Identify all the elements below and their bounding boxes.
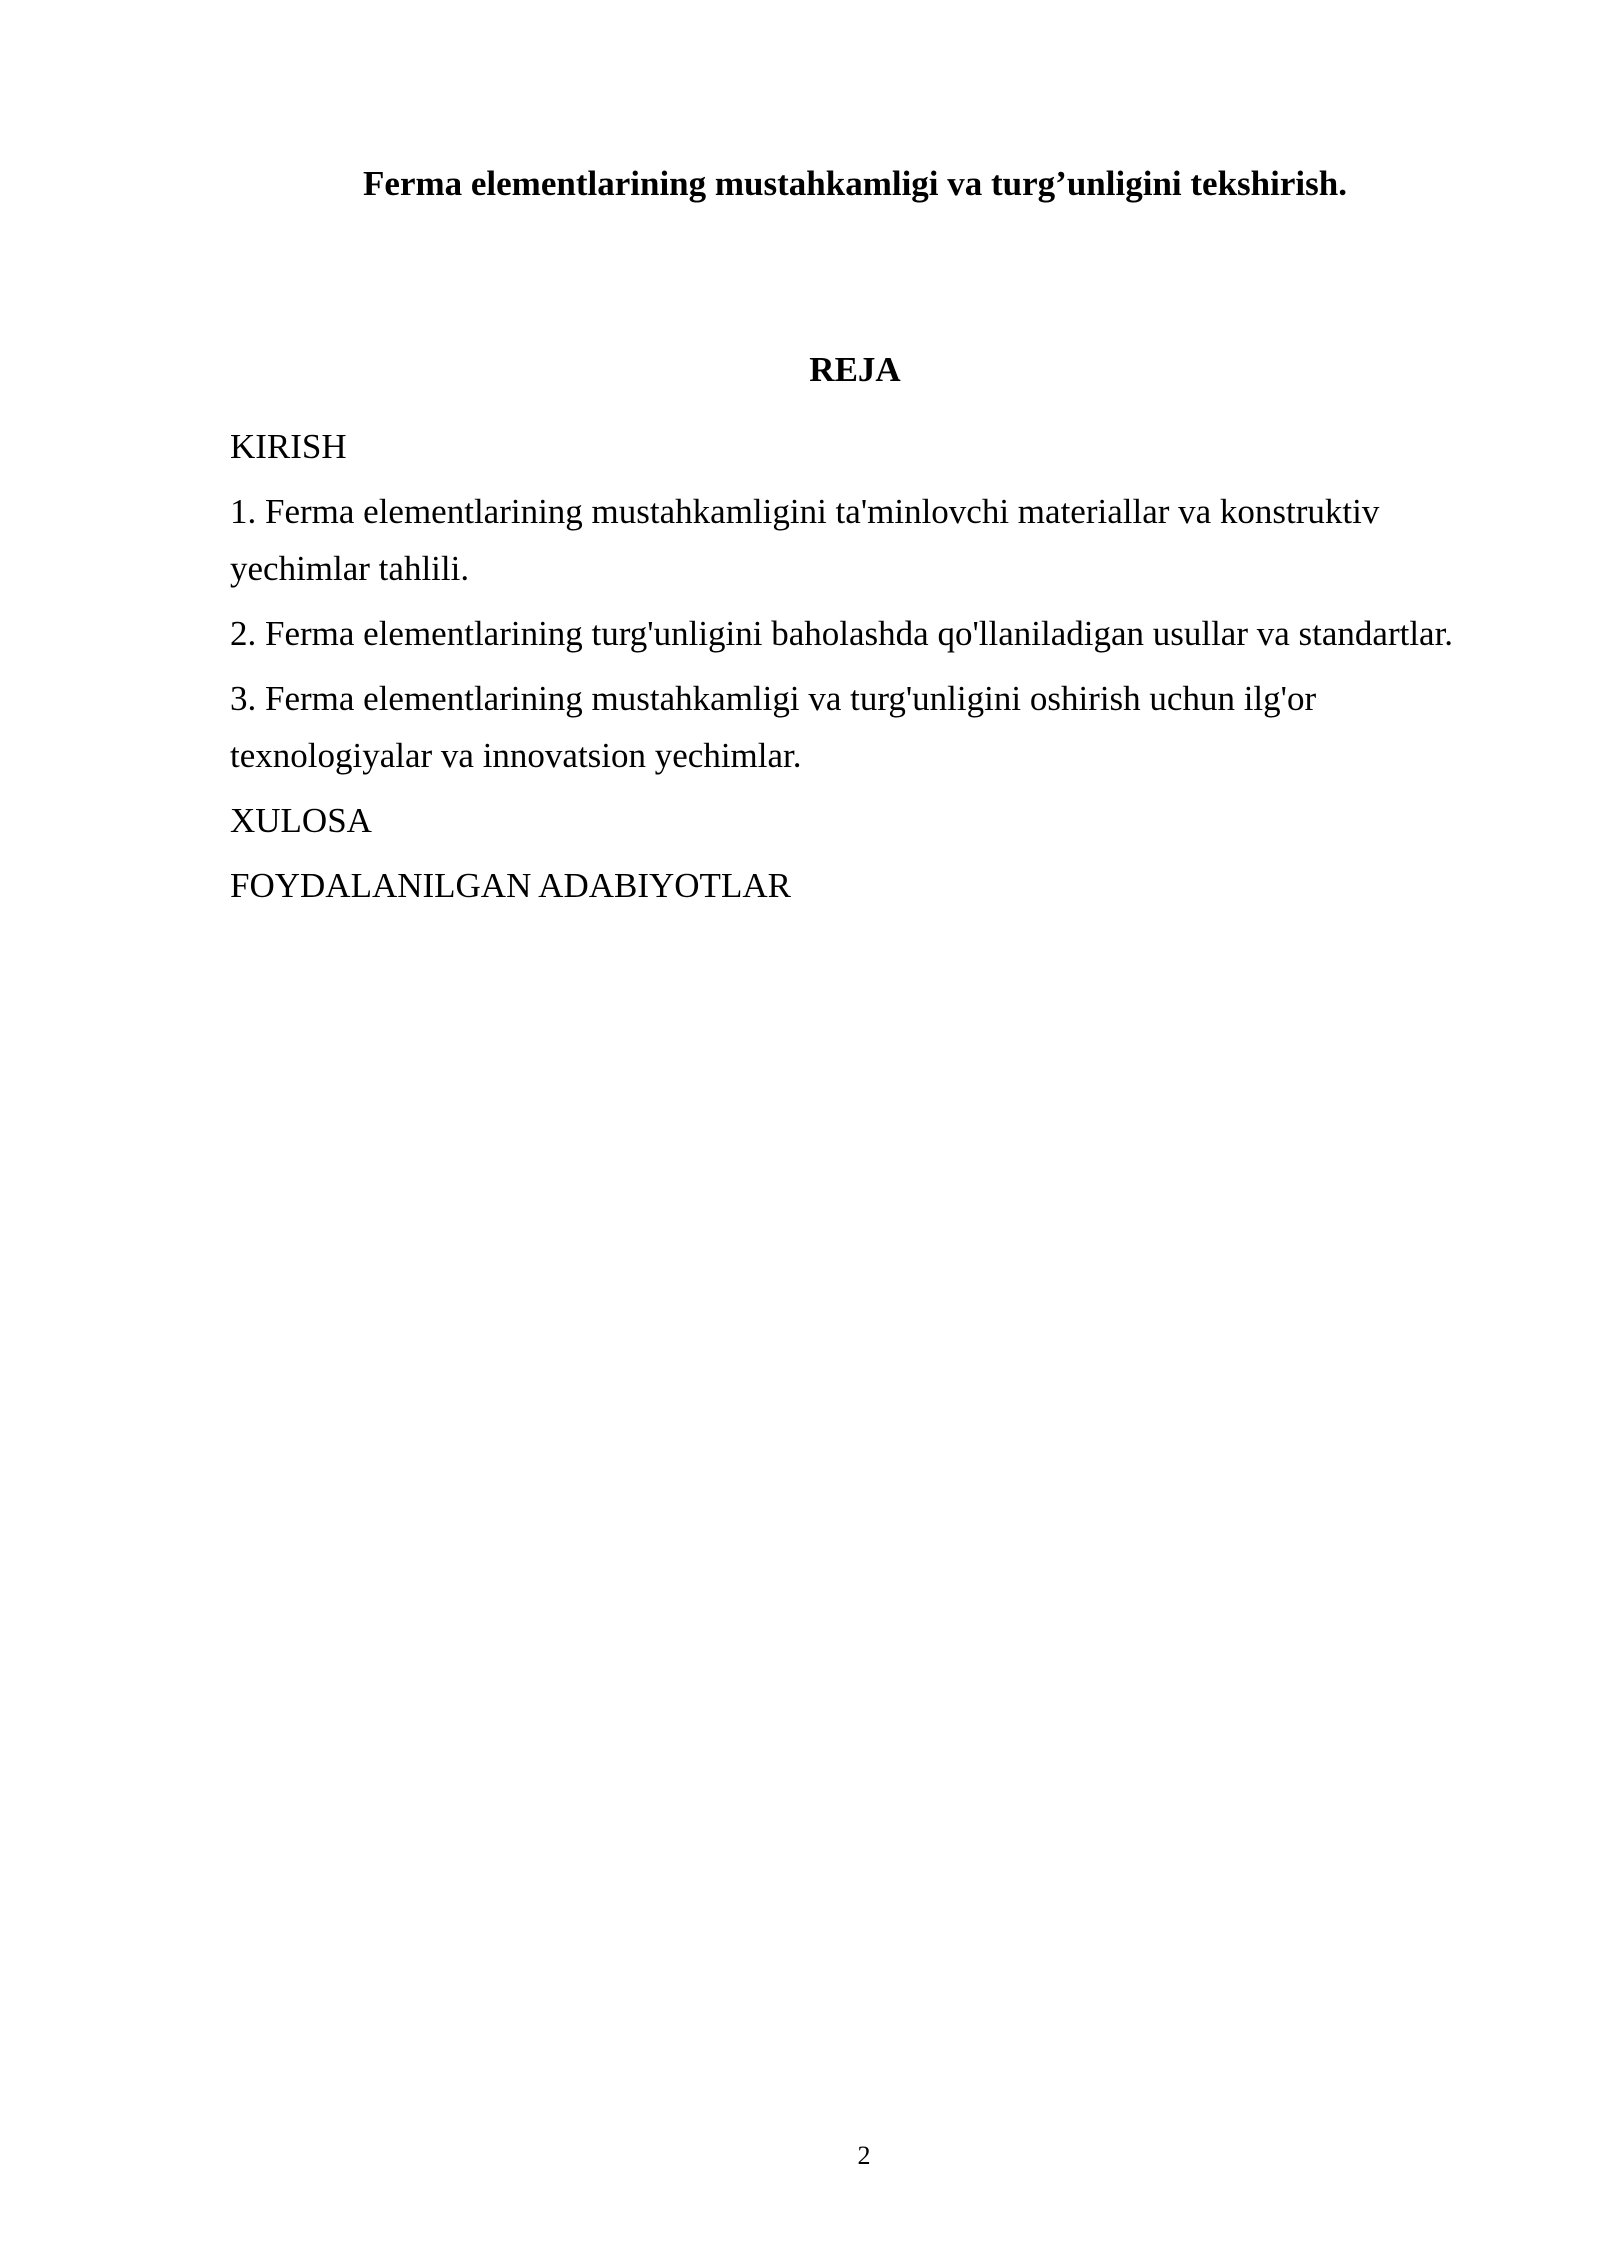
plan-list <box>230 418 1490 922</box>
document-title: Ferma elementlarining mustahkamligi va turg’unligini tekshirish. <box>363 164 1347 203</box>
plan-item-introduction: KIRISH <box>230 427 347 466</box>
plan-heading: REJA <box>809 350 901 389</box>
page-number: 2 <box>857 2141 871 2170</box>
plan-item-conclusion: XULOSA <box>230 801 372 840</box>
plan-item-1: 1. Ferma elementlarining mustahkamligini ta'minlovchi materiallar va konstruktiv yechimlar tahlili. <box>230 492 1380 588</box>
plan-item-3: 3. Ferma elementlarining mustahkamligi va turg'unligini oshirish uchun ilg'or texnologiyalar va innovatsion yechimlar. <box>230 679 1317 775</box>
plan-item-2: 2. Ferma elementlarining turg'unligini baholashda qo'llaniladigan usullar va standartlar. <box>230 614 1454 653</box>
plan-item-references: FOYDALANILGAN ADABIYOTLAR <box>230 866 791 905</box>
